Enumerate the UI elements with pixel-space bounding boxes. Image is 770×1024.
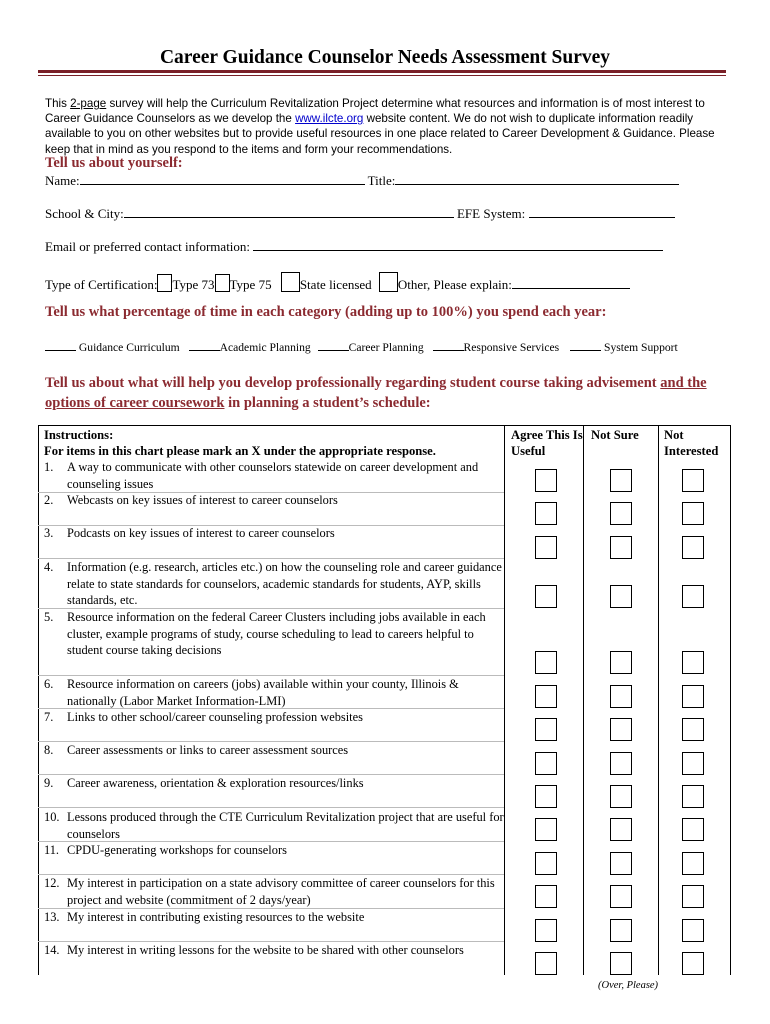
email-row — [45, 239, 663, 255]
pct-label-responsive: Responsive Services — [463, 341, 560, 354]
pct-field-academic[interactable] — [189, 340, 220, 351]
notsure-checkbox[interactable] — [610, 885, 632, 908]
table-col-divider-2 — [583, 425, 584, 975]
notinterested-checkbox[interactable] — [682, 502, 704, 525]
title-rule-thin — [38, 75, 726, 76]
item-text: Podcasts on key issues of interest to career counselors — [67, 526, 335, 540]
table-row — [44, 559, 504, 609]
other-label: Other, Please explain: — [397, 277, 512, 292]
item-text: Resource information on careers (jobs) available within your county, Illinois & nationally (Labor Market Information-LMI) — [67, 677, 459, 708]
item-text: CPDU-generating workshops for counselors — [67, 843, 287, 857]
type75-label: Type 75 — [229, 277, 272, 292]
intro-text-3: website content. We do not wish to duplicate information readily available to you on other websites but to provide useful resources in one place related to Career Development & Guidance. Please keep that in mind as you respond to the items and form your recommendations. — [45, 112, 715, 156]
intro-underlined: 2-page — [70, 97, 107, 110]
row-separator — [38, 807, 504, 808]
item-number: 1. — [44, 460, 54, 474]
notsure-checkbox[interactable] — [610, 469, 632, 492]
item-number: 12. — [44, 876, 60, 890]
email-field[interactable] — [253, 239, 663, 251]
notsure-checkbox[interactable] — [610, 919, 632, 942]
table-col-divider-3 — [658, 425, 659, 975]
state-licensed-checkbox[interactable] — [281, 272, 300, 292]
notinterested-checkbox[interactable] — [682, 885, 704, 908]
agree-checkbox[interactable] — [535, 885, 557, 908]
item-number: 6. — [44, 677, 54, 691]
name-field[interactable] — [80, 173, 365, 185]
pct-field-guidance[interactable] — [45, 340, 76, 351]
table-row — [44, 775, 504, 792]
agree-checkbox[interactable] — [535, 952, 557, 975]
notsure-checkbox[interactable] — [610, 752, 632, 775]
table-row — [44, 742, 504, 759]
item-text: My interest in writing lessons for the website to be shared with other counselors — [67, 943, 464, 957]
item-number: 9. — [44, 776, 54, 790]
agree-checkbox[interactable] — [535, 685, 557, 708]
table-row — [44, 492, 504, 509]
agree-checkbox[interactable] — [535, 585, 557, 608]
intro-text-1: This — [45, 97, 71, 110]
item-number: 3. — [44, 526, 54, 540]
instructions-title: Instructions: — [44, 428, 114, 442]
item-text: Career assessments or links to career assessment sources — [67, 743, 349, 757]
website-link[interactable]: www.ilcte.org — [295, 112, 364, 126]
assessment-table — [38, 425, 731, 975]
item-text: Webcasts on key issues of interest to career counselors — [67, 493, 338, 507]
school-efe-row — [45, 206, 675, 222]
item-text: Information (e.g. research, articles etc.) on how the counseling role and career guidance relate to state standards for counselors, academic standards for students, AYP, skills standards, etc. — [67, 560, 502, 607]
notinterested-checkbox[interactable] — [682, 785, 704, 808]
intro-text-2: survey will help the Curriculum Revitalization Project determine what resources and information is of most interest to Career Guidance Counselors as we develop the — [45, 97, 705, 126]
agree-checkbox[interactable] — [535, 852, 557, 875]
item-number: 10. — [44, 810, 60, 824]
notinterested-checkbox[interactable] — [682, 685, 704, 708]
table-row — [44, 459, 504, 492]
item-text: A way to communicate with other counselors statewide on career development and counseling issues — [67, 460, 479, 491]
state-licensed-label: State licensed — [299, 277, 372, 292]
agree-checkbox[interactable] — [535, 502, 557, 525]
type75-checkbox[interactable] — [215, 274, 230, 292]
percentage-row — [45, 340, 678, 354]
table-row — [44, 525, 504, 542]
item-text: My interest in participation on a state advisory committee of career counselors for this project and website (commitment of 2 days/year) — [67, 876, 495, 907]
table-row — [44, 676, 504, 709]
notsure-checkbox[interactable] — [610, 785, 632, 808]
title-label: Title: — [367, 173, 396, 188]
notsure-checkbox[interactable] — [610, 585, 632, 608]
pct-field-system[interactable] — [570, 340, 601, 351]
section-heading-about: Tell us about yourself: — [45, 155, 183, 171]
item-number: 14. — [44, 943, 60, 957]
table-row — [44, 942, 504, 959]
agree-checkbox[interactable] — [535, 785, 557, 808]
pct-field-career[interactable] — [318, 340, 349, 351]
certification-row — [45, 272, 630, 293]
table-row — [44, 609, 504, 659]
pct-field-responsive[interactable] — [433, 340, 464, 351]
certification-label: Type of Certification: — [45, 277, 158, 292]
pct-label-guidance: Guidance Curriculum — [78, 341, 180, 354]
notsure-checkbox[interactable] — [610, 685, 632, 708]
notsure-checkbox[interactable] — [610, 536, 632, 559]
type73-checkbox[interactable] — [157, 274, 172, 292]
school-label: School & City: — [45, 206, 124, 221]
table-row — [44, 842, 504, 859]
table-row — [44, 709, 504, 726]
title-field[interactable] — [395, 173, 679, 185]
school-field[interactable] — [124, 206, 454, 218]
dev-heading-part2: in planning a student’s schedule: — [224, 395, 431, 411]
table-row — [44, 909, 504, 926]
dev-heading-part1: Tell us about what will help you develop professionally regarding student course taking advisement — [45, 375, 661, 391]
table-col-divider-1 — [504, 425, 505, 975]
item-number: 8. — [44, 743, 54, 757]
item-number: 7. — [44, 710, 54, 724]
page-title: Career Guidance Counselor Needs Assessment Survey — [159, 47, 611, 68]
section-heading-development — [45, 373, 735, 413]
name-title-row — [45, 173, 679, 189]
agree-checkbox[interactable] — [535, 718, 557, 741]
other-checkbox[interactable] — [379, 272, 398, 292]
item-text: Career awareness, orientation & exploration resources/links — [67, 776, 364, 790]
notinterested-checkbox[interactable] — [682, 919, 704, 942]
pct-label-academic: Academic Planning — [219, 341, 311, 354]
agree-checkbox[interactable] — [535, 818, 557, 841]
pct-label-system: System Support — [604, 341, 678, 354]
item-number: 2. — [44, 493, 54, 507]
intro-paragraph — [45, 96, 725, 157]
other-field[interactable] — [512, 277, 630, 289]
table-row — [44, 809, 504, 842]
notinterested-checkbox[interactable] — [682, 818, 704, 841]
agree-checkbox[interactable] — [535, 469, 557, 492]
notsure-checkbox[interactable] — [610, 651, 632, 674]
efe-field[interactable] — [529, 206, 675, 218]
notinterested-checkbox[interactable] — [682, 469, 704, 492]
item-text: Resource information on the federal Career Clusters including jobs available in each cluster, example programs of study, course scheduling to lead to careers helpful to student course taking decisions — [67, 610, 486, 657]
col-agree-header: Agree This Is Useful — [511, 428, 583, 458]
notsure-checkbox[interactable] — [610, 718, 632, 741]
notinterested-checkbox[interactable] — [682, 952, 704, 975]
notsure-checkbox[interactable] — [610, 852, 632, 875]
table-left-border — [38, 425, 39, 975]
pct-label-career: Career Planning — [348, 341, 424, 354]
table-right-border — [730, 425, 731, 975]
notinterested-checkbox[interactable] — [682, 651, 704, 674]
notsure-checkbox[interactable] — [610, 818, 632, 841]
col-notinterested-header: Not Interested — [664, 428, 719, 458]
notsure-checkbox[interactable] — [610, 502, 632, 525]
item-number: 4. — [44, 560, 54, 574]
table-top-border — [38, 425, 731, 426]
email-label: Email or preferred contact information: — [45, 239, 251, 254]
name-label: Name: — [45, 173, 80, 188]
dev-heading-underlined: and the options of career coursework — [45, 375, 707, 411]
col-notsure-header: Not Sure — [591, 428, 639, 442]
item-text: Lessons produced through the CTE Curriculum Revitalization project that are useful for counselors — [67, 810, 504, 841]
item-number: 5. — [44, 610, 54, 624]
notsure-checkbox[interactable] — [610, 952, 632, 975]
agree-checkbox[interactable] — [535, 752, 557, 775]
instructions-text: For items in this chart please mark an X under the appropriate response. — [44, 444, 436, 458]
efe-label: EFE System: — [456, 206, 526, 221]
table-row — [44, 875, 504, 908]
agree-checkbox[interactable] — [535, 536, 557, 559]
item-number: 11. — [44, 843, 60, 857]
notinterested-checkbox[interactable] — [682, 718, 704, 741]
agree-checkbox[interactable] — [535, 651, 557, 674]
type73-label: Type 73 — [172, 277, 215, 292]
agree-checkbox[interactable] — [535, 919, 557, 942]
notinterested-checkbox[interactable] — [682, 752, 704, 775]
section-heading-percentage: Tell us what percentage of time in each category (adding up to 100%) you spend each year: — [45, 304, 607, 320]
title-rule-thick — [38, 70, 726, 73]
item-number: 13. — [44, 910, 60, 924]
footer-note: (Over, Please) — [598, 980, 659, 991]
notinterested-checkbox[interactable] — [682, 536, 704, 559]
notinterested-checkbox[interactable] — [682, 852, 704, 875]
item-text: My interest in contributing existing resources to the website — [67, 910, 365, 924]
item-text: Links to other school/career counseling profession websites — [67, 710, 363, 724]
notinterested-checkbox[interactable] — [682, 585, 704, 608]
